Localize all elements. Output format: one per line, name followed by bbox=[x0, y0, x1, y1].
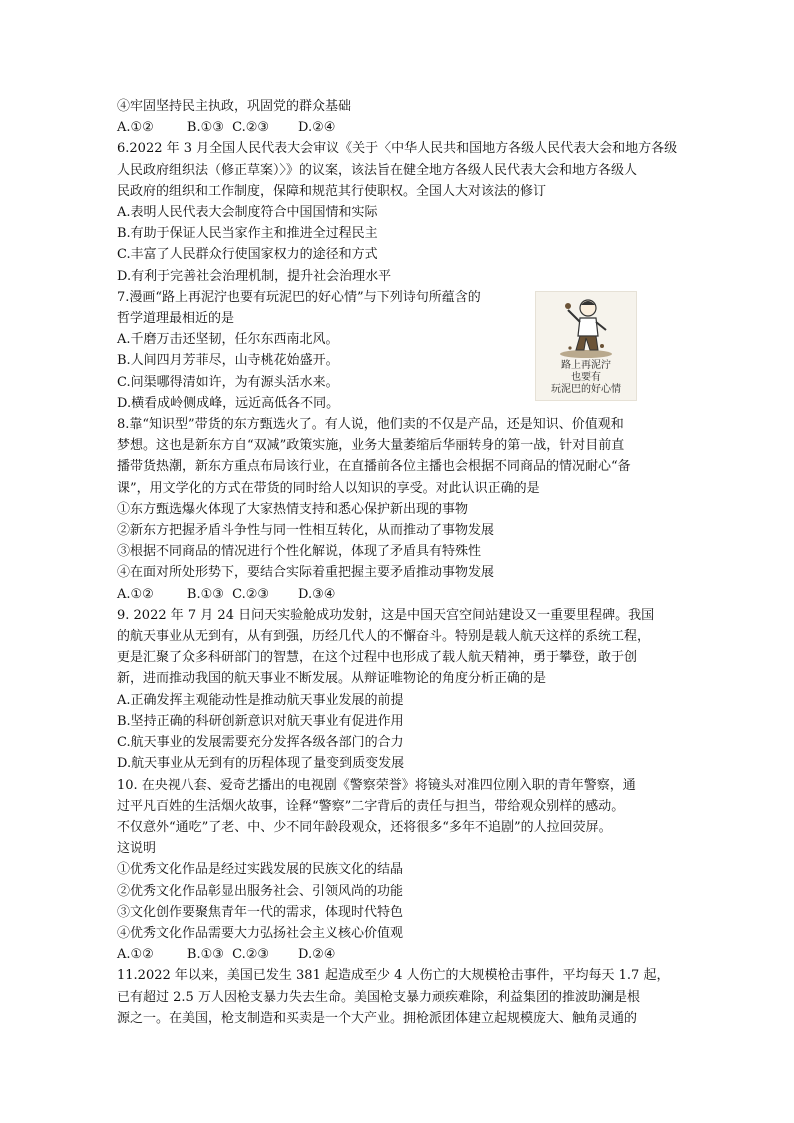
q8-item-3: ③根据不同商品的情况进行个性化解说，体现了矛盾具有特殊性 bbox=[117, 544, 482, 560]
mud-playing-figure-icon bbox=[554, 296, 618, 360]
q8-item-4: ④在面对所处形势下，要结合实际着重把握主要矛盾推动事物发展 bbox=[117, 565, 495, 581]
q10-stem-line: 不仅意外“通吃”了老、中、少不同年龄段观众，还将很多“多年不追剧”的人拉回荧屏。 bbox=[117, 819, 612, 835]
q9-option-b: B.坚持正确的科研创新意识对航天事业有促进作用 bbox=[117, 713, 404, 729]
question-11 bbox=[117, 965, 679, 1029]
q9-stem-line: 9. 2022 年 7 月 24 日问天实验舱成功发射，这是中国天宫空间站建设又一重要里程碑。我国 bbox=[117, 607, 655, 623]
q11-stem-line: 源之一。在美国，枪支制造和买卖是一个大产业。拥枪派团体建立起规模庞大、触角灵通的 bbox=[117, 1010, 638, 1026]
q5-options: A.①② B.①③ C.②③ D.②④ bbox=[117, 120, 336, 136]
q8-stem-line: 8.靠“知识型”带货的东方甄选火了。有人说，他们卖的不仅是产品，还是知识、价值观和 bbox=[117, 417, 624, 433]
q10-item-3: ③文化创作要聚焦青年一代的需求，体现时代特色 bbox=[117, 904, 404, 920]
q9-stem-line: 新，进而推动我国的航天事业不断发展。从辩证唯物论的角度分析正确的是 bbox=[117, 671, 547, 687]
question-5-tail bbox=[117, 96, 679, 138]
q7-option-a: A.千磨万击还坚韧，任尔东西南北风。 bbox=[117, 332, 339, 348]
cartoon-caption-line: 玩泥巴的好心情 bbox=[551, 383, 621, 395]
q7-stem-line: 哲学道理最相近的是 bbox=[117, 311, 235, 327]
q9-option-c: C.航天事业的发展需要充分发挥各级各部门的合力 bbox=[117, 735, 404, 751]
exam-page bbox=[117, 96, 679, 1029]
q9-stem-line: 的航天事业从无到有，从有到强，历经几代人的不懈奋斗。特别是载人航天这样的系统工程， bbox=[117, 629, 651, 645]
q11-stem-line: 已有超过 2.5 万人因枪支暴力失去生命。美国枪支暴力顽疾难除，利益集团的推波助澜是根 bbox=[117, 989, 640, 1005]
question-9 bbox=[117, 605, 679, 775]
q9-stem-line: 更是汇聚了众多科研部门的智慧，在这个过程中也形成了载人航天精神，勇于攀登，敢于创 bbox=[117, 650, 638, 666]
q6-option-b: B.有助于保证人民当家作主和推进全过程民主 bbox=[117, 226, 378, 242]
q5-item-4: ④牢固坚持民主执政，巩固党的群众基础 bbox=[117, 99, 352, 114]
q10-item-2: ②优秀文化作品彰显出服务社会、引领风尚的功能 bbox=[117, 883, 404, 899]
cartoon-caption-line: 路上再泥泞 bbox=[561, 359, 611, 371]
q9-option-d: D.航天事业从无到有的历程体现了量变到质变发展 bbox=[117, 756, 405, 772]
q8-stem-line: 梦想。这也是新东方自“双减”政策实施，业务大量萎缩后华丽转身的第一战，针对目前直 bbox=[117, 438, 625, 454]
q6-option-d: D.有利于完善社会治理机制，提升社会治理水平 bbox=[117, 268, 392, 284]
q6-option-c: C.丰富了人民群众行使国家权力的途径和方式 bbox=[117, 247, 378, 263]
cartoon-caption-line: 也要有 bbox=[571, 371, 601, 383]
q8-options: A.①② B.①③ C.②③ D.③④ bbox=[117, 586, 336, 602]
cartoon-image bbox=[535, 291, 637, 401]
question-10 bbox=[117, 775, 679, 966]
q8-stem-line: 课”，用文学化的方式在带货的同时给人以知识的享受。对此认识正确的是 bbox=[117, 480, 540, 496]
q6-stem-line: 6.2022 年 3 月全国人民代表大会审议《关于〈中华人民共和国地方各级人民代表大会和地方各级 bbox=[117, 141, 678, 157]
q10-stem-line: 这说明 bbox=[117, 841, 157, 857]
q10-item-1: ①优秀文化作品是经过实践发展的民族文化的结晶 bbox=[117, 862, 404, 878]
question-7 bbox=[117, 287, 679, 414]
q10-stem-line: 过平凡百姓的生活烟火故事，诠释“警察”二字背后的责任与担当，带给观众别样的感动。 bbox=[117, 798, 625, 814]
q8-item-2: ②新东方把握矛盾斗争性与同一性相互转化，从而推动了事物发展 bbox=[117, 523, 495, 539]
q8-stem-line: 播带货热潮，新东方重点布局该行业，在直播前各位主播也会根据不同商品的情况耐心“备 bbox=[117, 459, 631, 475]
q10-item-4: ④优秀文化作品需要大力弘扬社会主义核心价值观 bbox=[117, 925, 404, 941]
q8-item-1: ①东方甄选爆火体现了大家热情支持和悉心保护新出现的事物 bbox=[117, 501, 469, 517]
q6-stem-line: 人民政府组织法（修正草案）〉》的议案，该法旨在健全地方各级人民代表大会和地方各级人 bbox=[117, 162, 638, 178]
q7-option-d: D.横看成岭侧成峰，远近高低各不同。 bbox=[117, 395, 340, 411]
q7-option-c: C.问渠哪得清如许，为有源头活水来。 bbox=[117, 374, 339, 390]
question-6 bbox=[117, 138, 679, 286]
q6-option-a: A.表明人民代表大会制度符合中国国情和实际 bbox=[117, 205, 378, 221]
q9-option-a: A.正确发挥主观能动性是推动航天事业发展的前提 bbox=[117, 692, 404, 708]
q7-stem-line: 7.漫画“路上再泥泞也要有玩泥巴的好心情”与下列诗句所蕴含的 bbox=[117, 289, 481, 305]
q10-stem-line: 10. 在央视八套、爱奇艺播出的电视剧《警察荣誉》将镜头对准四位刚入职的青年警察，通 bbox=[117, 777, 636, 793]
q10-options: A.①② B.①③ C.②③ D.②④ bbox=[117, 947, 336, 963]
q7-option-b: B.人间四月芳菲尽，山寺桃花始盛开。 bbox=[117, 353, 339, 369]
question-8 bbox=[117, 414, 679, 605]
q6-stem-line: 民政府的组织和工作制度，保障和规范其行使职权。全国人大对该法的修订 bbox=[117, 183, 547, 199]
q11-stem-line: 11.2022 年以来，美国已发生 381 起造成至少 4 人伤亡的大规模枪击事件，平均每天 1.7 起， bbox=[117, 968, 670, 984]
